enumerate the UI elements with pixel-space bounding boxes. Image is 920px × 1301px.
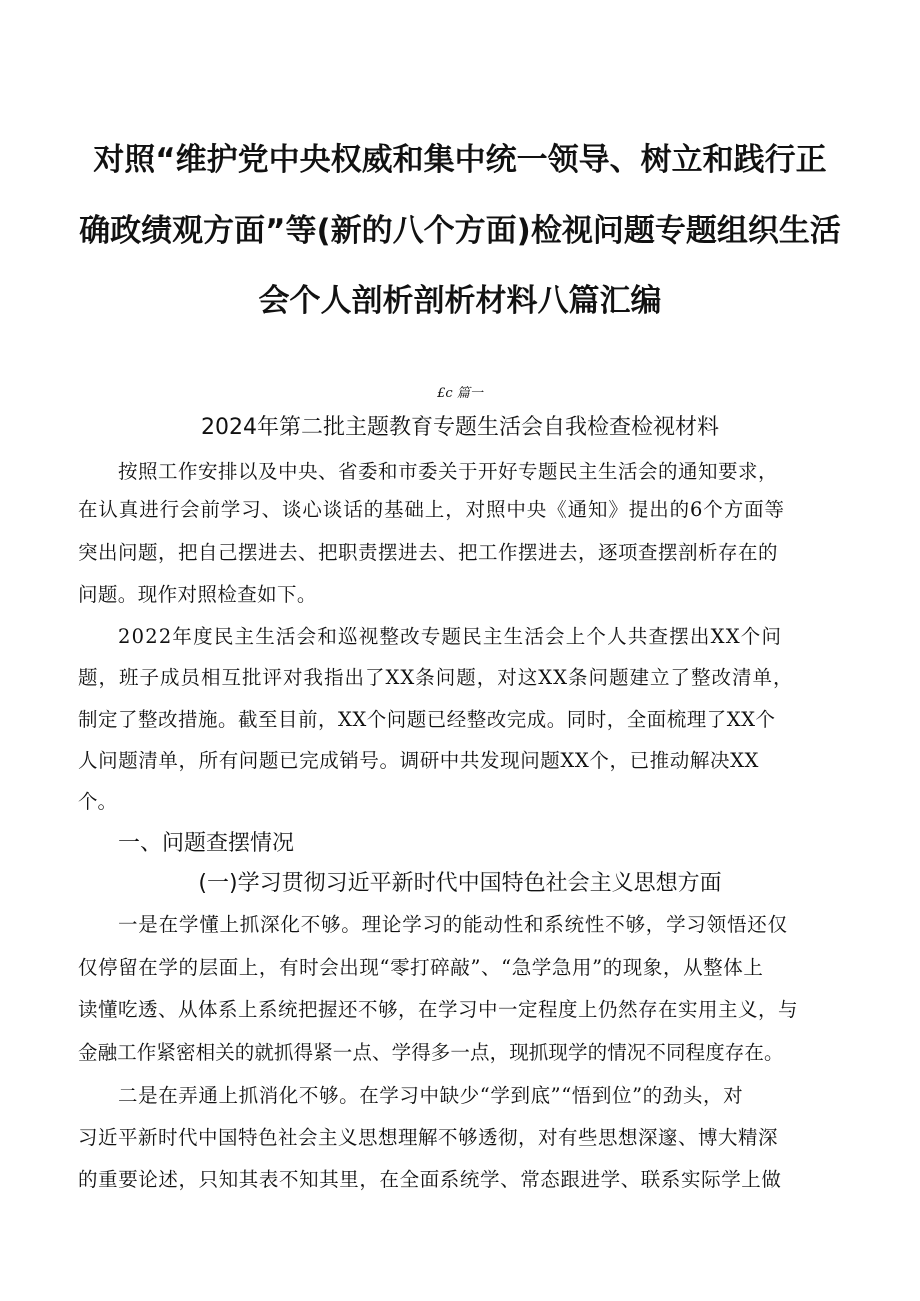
intro-line: 按照工作安排以及中央、省委和市委关于开好专题民主生活会的通知要求， — [118, 460, 779, 483]
document-subtitle: 2024年第二批主题教育专题生活会自我检查检视材料 — [201, 415, 719, 440]
point-two-line: 习近平新时代中国特色社会主义思想理解不够透彻，对有些思想深邃、博大精深 — [78, 1126, 779, 1149]
review-line: 制定了整改措施。截至目前，XX个问题已经整改完成。同时，全面梳理了XX个 — [78, 708, 776, 731]
intro-line: 问题。现作对照检查如下。 — [78, 583, 317, 606]
section-heading-2: (一)学习贯彻习近平新时代中国特色社会主义思想方面 — [198, 871, 722, 896]
point-one-line: 金融工作紧密相关的就抓得紧一点、学得多一点，现抓现学的情况不同程度存在。 — [78, 1041, 784, 1064]
point-one-line: 读懂吃透、从体系上系统把握还不够，在学习中一定程度上仍然存在实用主义，与 — [78, 998, 799, 1021]
point-one-line: 仅停留在学的层面上，有时会出现“零打碎敲”、“急学急用”的现象，从整体上 — [78, 956, 764, 979]
document-title-line-3: 会个人剖析剖析材料八篇汇编 — [258, 283, 662, 319]
section-heading-1: 一、问题查摆情况 — [118, 831, 295, 856]
intro-line: 突出问题，把自己摆进去、把职责摆进去、把工作摆进去，逐项查摆剖析存在的 — [78, 541, 779, 564]
point-two-line: 二是在弄通上抓消化不够。在学习中缺少“学到底”“悟到位”的劲头，对 — [118, 1084, 744, 1107]
review-line: 个。 — [78, 790, 118, 813]
review-line: 人问题清单，所有问题已完成销号。调研中共发现问题XX个，已推动解决XX — [78, 749, 760, 772]
point-one-line: 一是在学懂上抓深化不够。理论学习的能动性和系统性不够，学习领悟还仅 — [118, 913, 788, 936]
section-marker: £c 篇一 — [437, 386, 483, 401]
review-line: 2022年度民主生活会和巡视整改专题民主生活会上个人共查摆出XX个问 — [118, 625, 783, 648]
intro-line: 在认真进行会前学习、谈心谈话的基础上，对照中央《通知》提出的6个方面等 — [78, 498, 785, 521]
document-title-line-2: 确政绩观方面”等(新的八个方面)检视问题专题组织生活 — [79, 213, 841, 249]
review-line: 题，班子成员相互批评对我指出了XX条问题，对这XX条问题建立了整改清单， — [78, 666, 794, 689]
document-title-line-1: 对照“维护党中央权威和集中统一领导、树立和践行正 — [93, 142, 827, 178]
point-two-line: 的重要论述，只知其表不知其里，在全面系统学、常态跟进学、联系实际学上做 — [78, 1168, 782, 1191]
